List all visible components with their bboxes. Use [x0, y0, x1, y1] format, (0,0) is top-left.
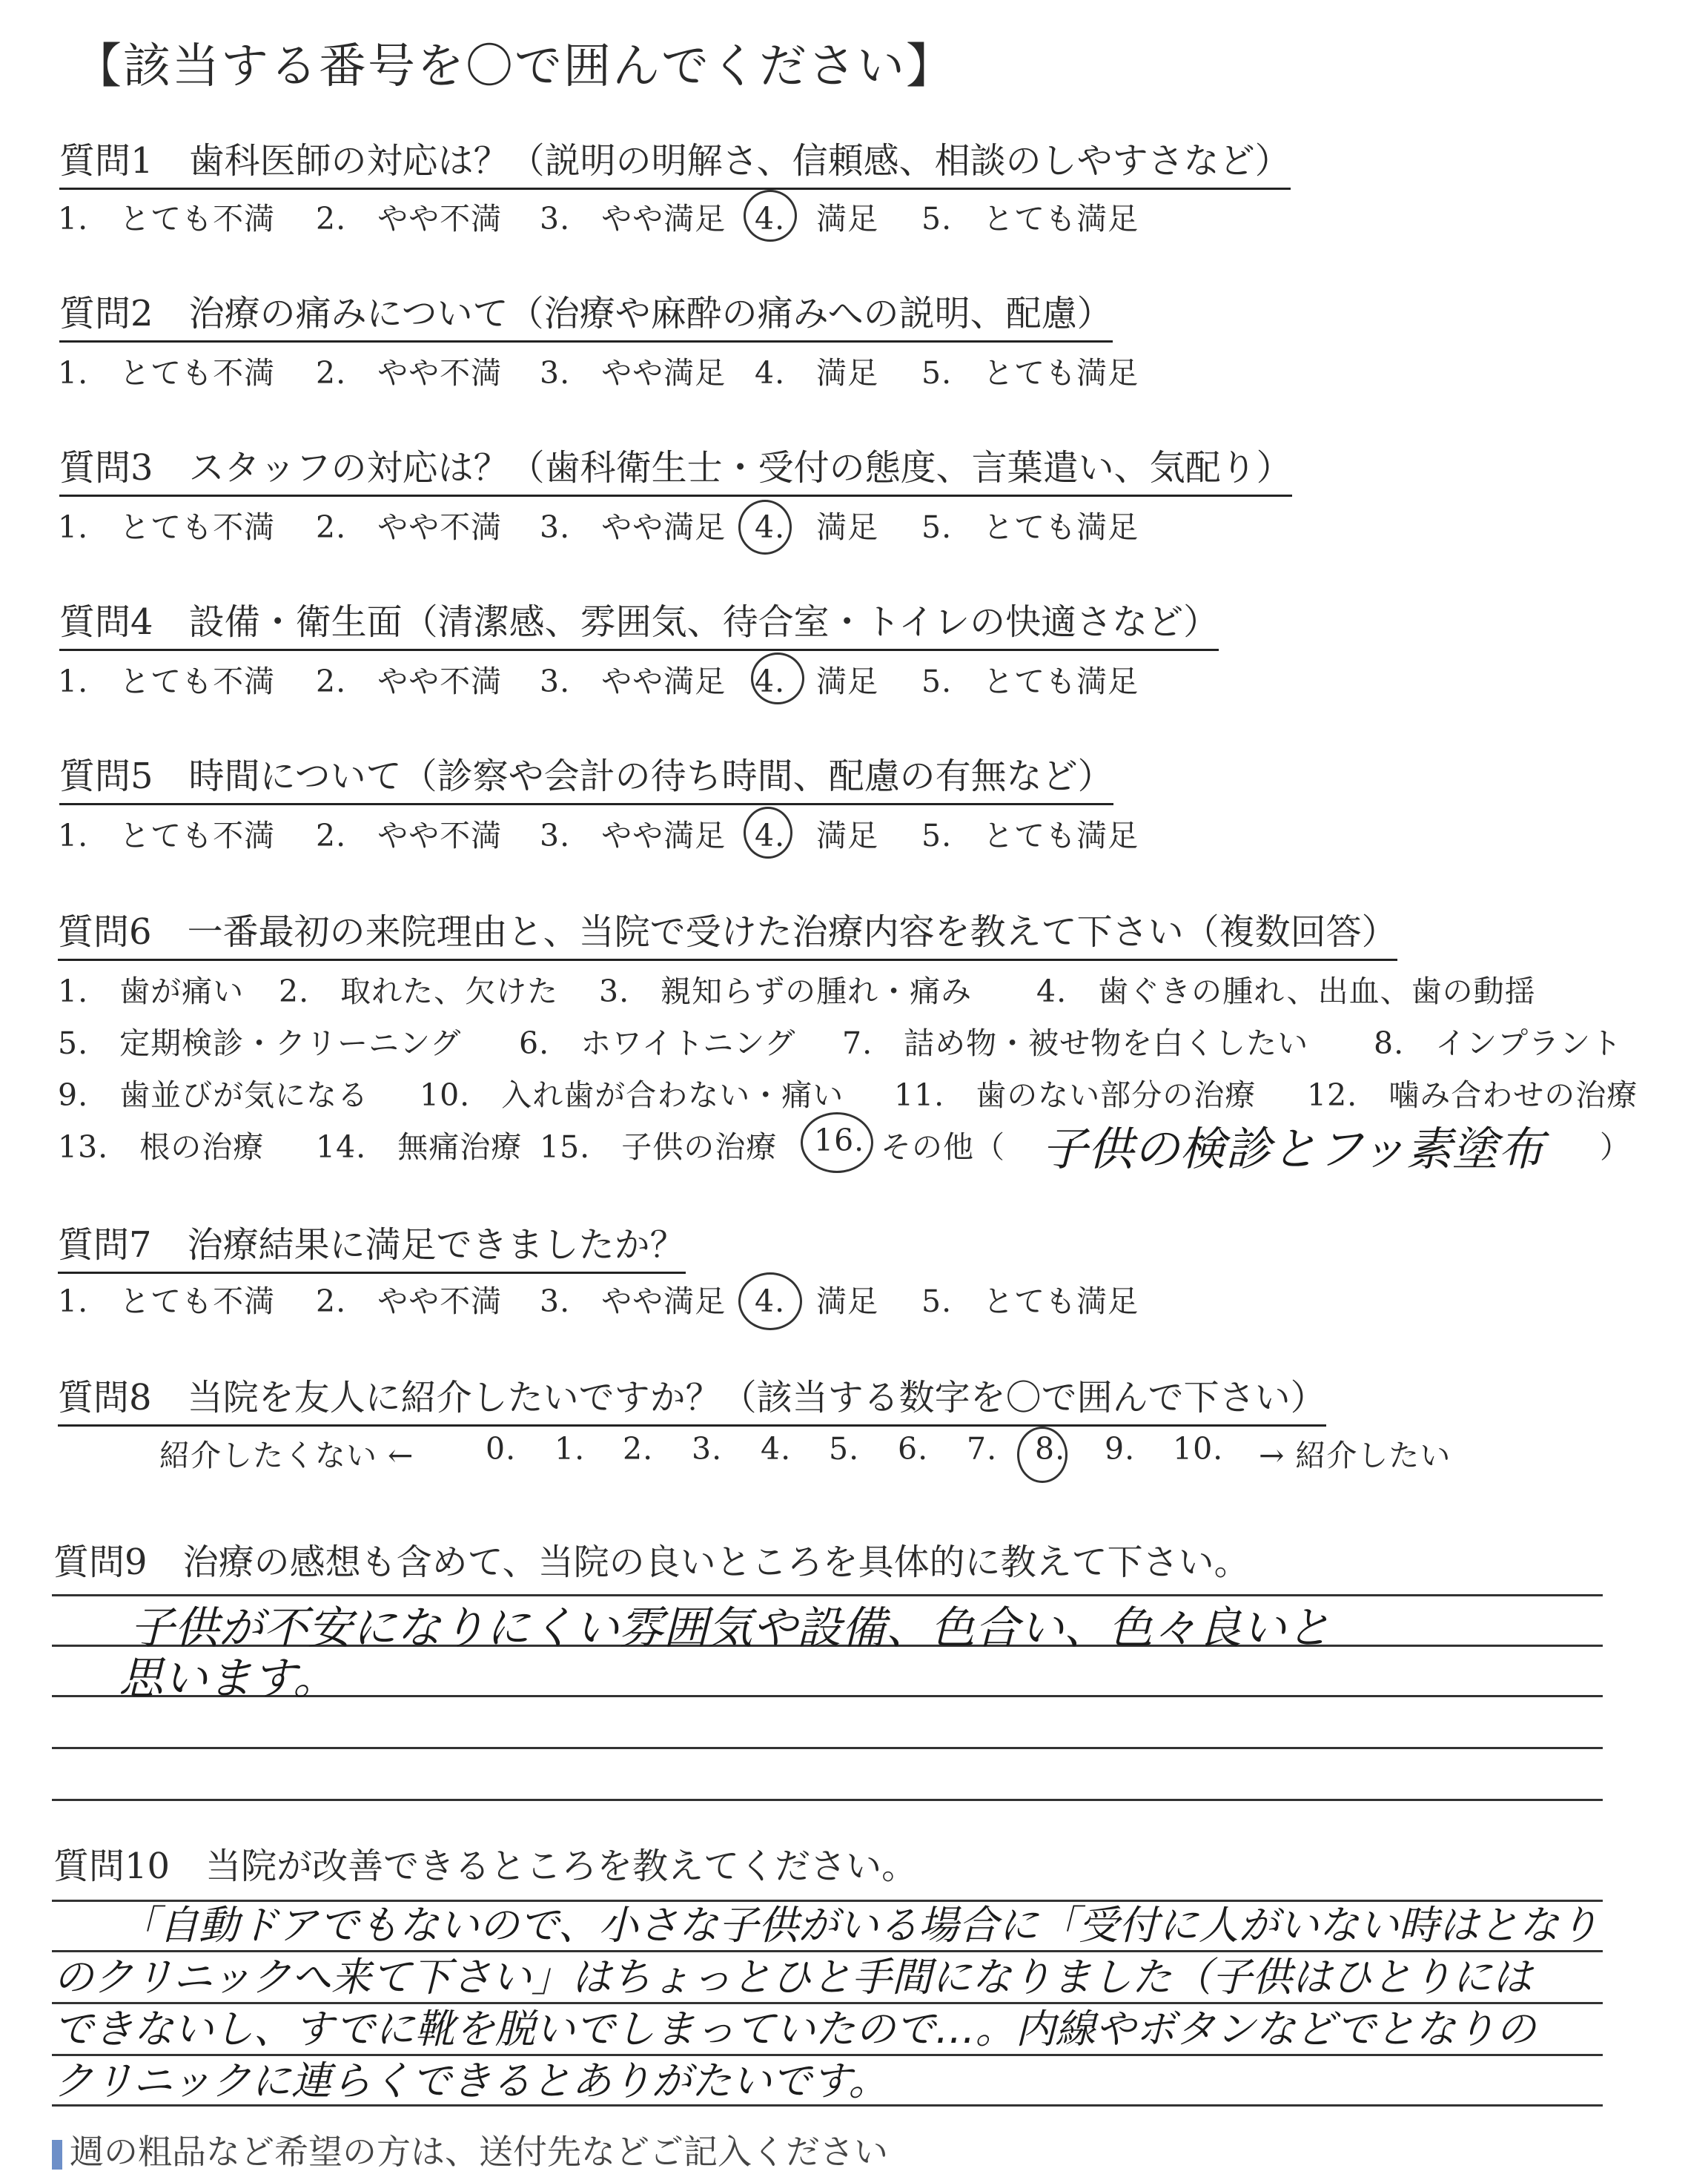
- option-3[interactable]: 3. やや満足: [540, 509, 726, 545]
- question-2: [59, 285, 1113, 343]
- option-5[interactable]: 5. とても満足: [921, 355, 1139, 391]
- reason-option[interactable]: 13. 根の治療: [58, 1129, 265, 1165]
- scale-9[interactable]: 9.: [1105, 1431, 1136, 1467]
- question-4-text: 設備・衛生面（清潔感、雰囲気、待合室・トイレの快適さなど）: [188, 601, 1219, 643]
- question-3-options: [58, 503, 1244, 544]
- reason-option[interactable]: 12. 噛み合わせの治療: [1307, 1077, 1638, 1113]
- page-title: 【該当する番号を〇で囲んでください】: [74, 39, 955, 94]
- footer-fragment-text: 週の粗品など希望の方は、送付先などご記入ください: [70, 2132, 888, 2172]
- q10-answer-line-3: できないし、すでに靴を脱いでしまっていたので…。内線やボタンなどでとなりの: [53, 2006, 1536, 2052]
- question-6-text: 一番最初の来院理由と、当院で受けた治療内容を教えて下さい（複数回答）: [187, 911, 1397, 953]
- option-2[interactable]: 2. やや不満: [316, 1283, 503, 1319]
- option-5[interactable]: 5. とても満足: [921, 509, 1139, 545]
- scale-right-label: → 紹介したい: [1259, 1438, 1452, 1473]
- option-4[interactable]: 4. 満足: [755, 664, 879, 699]
- question-2-options: [58, 348, 1244, 390]
- option-1[interactable]: 1. とても不満: [58, 201, 276, 237]
- option-3[interactable]: 3. やや満足: [540, 355, 726, 391]
- reason-option[interactable]: 2. 取れた、欠けた: [279, 974, 559, 1009]
- option-5[interactable]: 5. とても満足: [921, 818, 1139, 853]
- scale-1[interactable]: 1.: [555, 1431, 586, 1467]
- reason-option[interactable]: 15. 子供の治療: [540, 1129, 778, 1165]
- answer-line: [52, 1747, 1603, 1749]
- scale-3[interactable]: 3.: [692, 1431, 723, 1467]
- question-9-label: 質問9: [53, 1542, 148, 1583]
- question-9: [53, 1533, 1250, 1585]
- selection-circle: [744, 807, 792, 859]
- reason-option[interactable]: 8. インプラント: [1374, 1025, 1623, 1061]
- reason-option[interactable]: 9. 歯並びが気になる: [58, 1077, 369, 1113]
- scale-2[interactable]: 2.: [623, 1431, 654, 1467]
- option-4[interactable]: 4. 満足: [755, 1283, 879, 1319]
- question-6-label: 質問6: [58, 911, 152, 953]
- scale-4[interactable]: 4.: [761, 1431, 792, 1467]
- question-8-text: 当院を友人に紹介したいですか？（該当する数字を〇で囲んで下さい）: [187, 1377, 1326, 1418]
- option-3[interactable]: 3. やや満足: [540, 818, 726, 853]
- option-1[interactable]: 1. とても不満: [58, 355, 276, 391]
- selection-circle: [1017, 1427, 1068, 1483]
- question-7: [58, 1216, 686, 1274]
- scale-left-label: 紹介したくない ←: [159, 1438, 414, 1473]
- reason-option[interactable]: 10. 入れ歯が合わない・痛い: [420, 1077, 844, 1113]
- answer-line: [52, 1799, 1603, 1801]
- question-8-label: 質問8: [58, 1377, 152, 1418]
- reason-option[interactable]: 3. 親知らずの腫れ・痛み: [599, 974, 973, 1009]
- question-4: [59, 593, 1219, 651]
- question-1: [59, 132, 1291, 190]
- question-3-text: スタッフの対応は？（歯科衛生士・受付の態度、言葉遣い、気配り）: [188, 447, 1292, 489]
- other-label: その他（: [881, 1129, 1005, 1165]
- question-7-text: 治療結果に満足できましたか？: [187, 1224, 686, 1266]
- question-4-options: [58, 657, 1244, 698]
- selection-circle: [801, 1112, 873, 1173]
- option-2[interactable]: 2. やや不満: [316, 201, 503, 237]
- question-2-text: 治療の痛みについて（治療や麻酔の痛みへの説明、配慮）: [188, 293, 1113, 334]
- scale-7[interactable]: 7.: [967, 1431, 998, 1467]
- reason-option[interactable]: 7. 詰め物・被せ物を白くしたい: [842, 1025, 1309, 1061]
- question-5: [59, 747, 1113, 805]
- question-7-options: [58, 1277, 1244, 1318]
- option-3[interactable]: 3. やや満足: [540, 201, 726, 237]
- selection-circle: [751, 652, 804, 704]
- scale-6[interactable]: 6.: [898, 1431, 929, 1467]
- scale-5[interactable]: 5.: [829, 1431, 860, 1467]
- reason-option[interactable]: 6. ホワイトニング: [519, 1025, 796, 1061]
- scale-10[interactable]: 10.: [1173, 1431, 1224, 1467]
- option-2[interactable]: 2. やや不満: [316, 664, 503, 699]
- question-9-text: 治療の感想も含めて、当院の良いところを具体的に教えて下さい。: [182, 1542, 1250, 1583]
- option-4[interactable]: 4. 満足: [755, 201, 879, 237]
- question-5-options: [58, 811, 1244, 853]
- option-3[interactable]: 3. やや満足: [540, 664, 726, 699]
- question-7-label: 質問7: [58, 1224, 152, 1266]
- option-3[interactable]: 3. やや満足: [540, 1283, 726, 1319]
- option-1[interactable]: 1. とても不満: [58, 1283, 276, 1319]
- question-1-label: 質問1: [59, 140, 153, 182]
- option-2[interactable]: 2. やや不満: [316, 355, 503, 391]
- option-1[interactable]: 1. とても不満: [58, 818, 276, 853]
- other-close-paren: ）: [1600, 1129, 1631, 1165]
- option-2[interactable]: 2. やや不満: [316, 509, 503, 545]
- question-10-label: 質問10: [53, 1846, 171, 1887]
- question-6: [58, 903, 1397, 961]
- scale-8[interactable]: 8.: [1035, 1431, 1066, 1467]
- question-4-label: 質問4: [59, 601, 153, 643]
- checkbox-mark-icon: [52, 2140, 62, 2170]
- question-5-label: 質問5: [59, 756, 153, 797]
- scale-0[interactable]: 0.: [486, 1431, 517, 1467]
- selection-circle: [738, 500, 792, 555]
- selection-circle: [744, 190, 797, 242]
- q9-answer-line-2: 思います。: [119, 1653, 338, 1705]
- reason-option[interactable]: 5. 定期検診・クリーニング: [58, 1025, 462, 1061]
- reason-option[interactable]: 1. 歯が痛い: [58, 974, 245, 1009]
- question-10-text: 当院が改善できるところを教えてください。: [205, 1846, 918, 1887]
- q10-answer-line-1: 「自動ドアでもないので、小さな子供がいる場合に「受付に人がいない時はとなり: [119, 1902, 1599, 1949]
- option-5[interactable]: 5. とても満足: [921, 1283, 1139, 1319]
- option-1[interactable]: 1. とても不満: [58, 509, 276, 545]
- question-5-text: 時間について（診察や会計の待ち時間、配慮の有無など）: [188, 756, 1113, 797]
- reason-option[interactable]: 4. 歯ぐきの腫れ、出血、歯の動揺: [1036, 974, 1536, 1009]
- selection-circle: [738, 1272, 802, 1330]
- option-5[interactable]: 5. とても満足: [921, 201, 1139, 237]
- question-3: [59, 439, 1292, 497]
- option-4[interactable]: 4. 満足: [755, 509, 879, 545]
- q10-answer-line-4: クリニックに連らくできるとありがたいです。: [53, 2058, 889, 2104]
- question-1-text: 歯科医師の対応は？（説明の明解さ、信頼感、相談のしやすさなど）: [188, 140, 1291, 182]
- option-4[interactable]: 4. 満足: [755, 818, 879, 853]
- option-4[interactable]: 4. 満足: [755, 355, 879, 391]
- option-2[interactable]: 2. やや不満: [316, 818, 503, 853]
- option-5[interactable]: 5. とても満足: [921, 664, 1139, 699]
- reason-option-16[interactable]: 16.: [814, 1123, 865, 1158]
- reason-option[interactable]: 11. 歯のない部分の治療: [894, 1077, 1257, 1113]
- option-1[interactable]: 1. とても不満: [58, 664, 276, 699]
- question-10: [53, 1837, 917, 1889]
- question-1-options: [58, 194, 1244, 236]
- other-handwritten-answer: 子供の検診とフッ素塗布: [1042, 1122, 1544, 1176]
- recommend-scale: [0, 1431, 1708, 1476]
- q9-answer-line-1: 子供が不安になりにくい雰囲気や設備、色合い、色々良いと: [130, 1602, 1331, 1654]
- question-3-label: 質問3: [59, 447, 153, 489]
- footer-fragment: [52, 2125, 888, 2174]
- q10-answer-line-2: のクリニックへ来て下さい」はちょっとひと手間になりました（子供はひとりには: [53, 1954, 1532, 2000]
- question-2-label: 質問2: [59, 293, 153, 334]
- question-8: [58, 1369, 1326, 1427]
- reason-option[interactable]: 14. 無痛治療: [316, 1129, 523, 1165]
